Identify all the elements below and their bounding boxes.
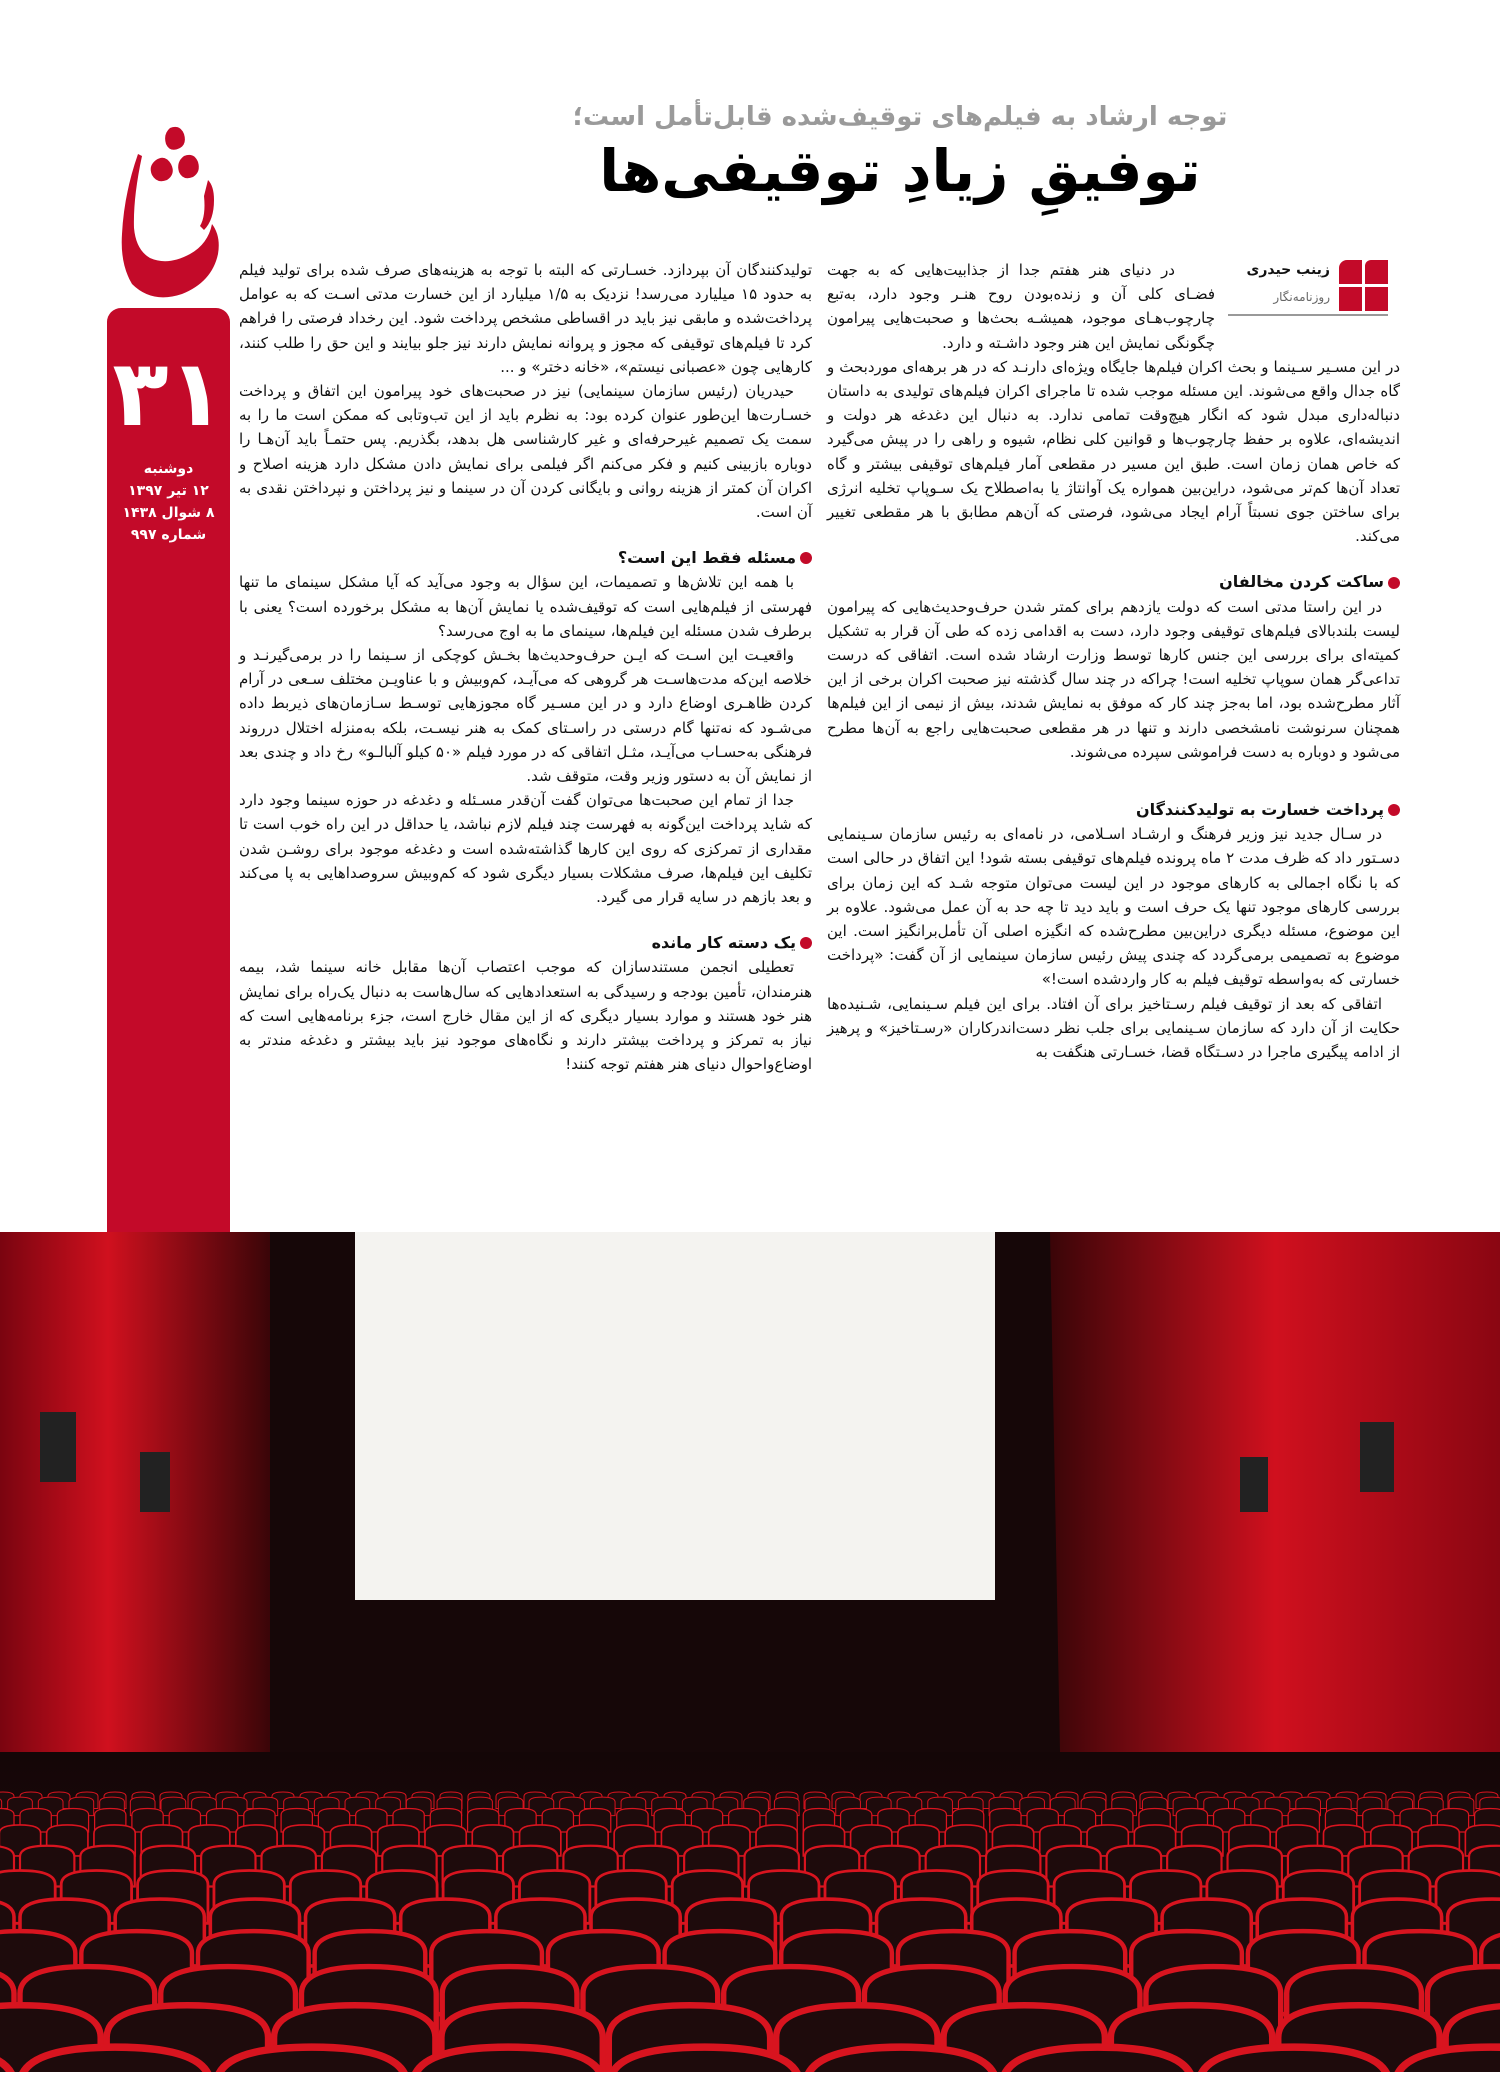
headline-title: توفیقِ زیادِ توقیفی‌ها: [599, 137, 1201, 205]
bullet-dot-icon: [800, 552, 812, 564]
body-paragraph: جدا از تمام این صحبت‌ها می‌توان گفت آن‌قدر مسـئله و دغدغه در حوزه سینما وجود دارد که شاید پرداخت این‌گونه به فهرست چند فیلم لازم نباشد، یا حداقل در این راه خوب است تا مقداری از تمرکزی که روی این کارها گذاشته‌شده است و دغدغه موجود برای روشـن شدن تکلیف این فیلم‌ها، صرف مشکلات بسیار دیگری شود که کم‌وبیش سروصداهایی به پا می‌کند و بعد بازهم در سایه قرار می گیرد.: [239, 791, 812, 907]
speaker-icon: [1240, 1457, 1268, 1512]
weekday: دوشنبه: [143, 461, 194, 477]
article-column-left: [239, 258, 812, 1077]
article-column-right: [827, 258, 1400, 1064]
speaker-icon: [40, 1412, 76, 1482]
headline-kicker: توجه ارشاد به فیلم‌های توقیف‌شده قابل‌تأمل است؛: [572, 102, 1228, 132]
body-paragraph: با همه این تلاش‌ها و تصمیمات، این سؤال به وجود می‌آید که آیا مشکل سینمای ما تنها فهرستی از فیلم‌هایی است که توقیف‌شده یا نمایش آن‌ها به مشکل برخورده است؟ یعنی با برطرف شدن مسئله این فیلم‌ها، سینمای ما به اوج می‌رسد؟: [239, 573, 812, 640]
speaker-icon: [140, 1452, 170, 1512]
author-role: روزنامه‌نگار: [1273, 290, 1330, 304]
subheading: یک دسته کار مانده: [239, 931, 812, 955]
subheading: ساکت کردن مخالفان: [827, 570, 1400, 594]
bullet-dot-icon: [1388, 577, 1400, 589]
subheading: مسئله فقط این است؟: [239, 546, 812, 570]
speaker-icon: [1360, 1422, 1394, 1492]
issue-number: شماره ۹۹۷: [130, 527, 207, 543]
cinema-hall-photo: [0, 1232, 1500, 2072]
body-paragraph: تولیدکنندگان آن بپردازد. خسـارتی که البته با توجه به هزینه‌های صرف شده برای تولید فیلم به حدود ۱۵ میلیارد می‌رسد! نزدیک به ۱/۵ میلیارد از این خسارت مدتی اسـت که به عوامل پرداخت‌شده و مابقی نیز باید در اقساطی مشخص پرداخت شود. این رخداد فرصتی را فراهم کرد تا فیلم‌های توقیفی که مجوز و پروانه نمایش دارند نیز جلو بیایند و این حق را طلب کنند، کارهایی چون «عصبانی نیستم»، «خانه دختر» و ...: [239, 261, 812, 376]
body-paragraph: تعطیلی انجمن مستندسازان که موجب اعتصاب آن‌ها مقابل خانه سینما شد، بیمه هنرمندان، تأمین بودجه و رسیدگی به استعدادهایی که سال‌هاست به دنبال یک‌راه برای نمایش هنر خود هستند و موارد بسیار دیگری که از این مقال خارج است، جزء برنامه‌هایی است که نیاز به تمرکز و پرداخت بیشتر دارند و نگاه‌های موجود نیز باید بیشتر و دغدغه مندتر به اوضاع‌واحوال دنیای هنر هفتم توجه کنند!: [239, 958, 812, 1074]
cinema-illustration: [0, 1232, 1500, 2072]
body-paragraph: در این راستا مدتی است که دولت یازدهم برای کمتر شدن حرف‌وحدیث‌هایی که پیرامون لیست بلندبالای فیلم‌های توقیفی وجود دارد، دست به اقدامی زده که طی آن قرار به تشکیل کمیته‌ای برای بررسی این جنس کارها توسط وزارت ارشاد شده است. اتفاقی که درست تداعی‌گر همان سوپاپ تخلیه است! چراکه در چند سال گذشته نیز صحبت اکران برخی از این آثار مطرح‌شده بود، اما به‌جز چند کار که موفق به نمایش شدند، بیش از نیمی از این فیلم‌ها همچنان سرنوشت نامشخصی دارند و تنها در هر مقطعی صحبت‌هایی راجع به آن‌ها مطرح می‌شود و دوباره به دست فراموشی سپرده می‌شوند.: [827, 597, 1400, 761]
issue-meta: [107, 458, 230, 546]
body-paragraph: حیدریان (رئیس سازمان سینمایی) نیز در صحبت‌های خود پیرامون این اتفاق و پرداخت خسـارت‌ها این‌طور عنوان کرده بود: به نظرم باید از این تب‌وتابی که ممکن است ما را به سمت یک تصمیم غیرحرفه‌ای و غیر کارشناسی هل بدهد، بگذریم. پس حتمـاً باید آن‌هـا را دوباره بازبینی کنیم و فکر می‌کنم اگر فیلمی برای نمایش دادن مشکل دارد هزینه اصلاح و اکران آن کمتر از هزینه روانی و بایگانی کردن آن در سینما و نیز پرداختن و نپرداختن نقدی به آن است.: [239, 382, 812, 522]
lead-paragraph: در دنیای هنر هفتم جدا از جذابیت‌هایی که به جهت فضـای کلی آن و زنده‌بودن روح هنـر وجود دارد، به‌تبع چارچوب‌هـای موجود، همیشـه بحث‌ها و صحبت‌هایی پیرامون چگونگی نمایش این هنر وجود داشـته و دارد.: [827, 261, 1215, 352]
bullet-dot-icon: [1388, 804, 1400, 816]
body-paragraph: در سـال جدید نیز وزیر فرهنگ و ارشـاد اسـلامی، در نامه‌ای به رئیس سازمان سـینمایی دسـتور داد که ظرف مدت ۲ ماه پرونده فیلم‌های توقیفی بسته شود! این اتفاق در حالی است که با نگاه اجمالی به کارهای موجود در این لیست می‌توان متوجه شـد که این زمان برای بررسی کارهای موجود تنها یک حرف است و باید دید تا چه حد به آن عمل می‌شود. علاوه بر این موضوع، مسئله دیگری دراین‌بین مطرح‌شده که انگیزه اصلی آن تأمل‌برانگیز است. این موضوع به تصمیمی برمی‌گردد که چندی پیش رئیس سازمان سینمایی از آن گفت: «پرداخت خسارتی که به‌واسطه توقیف فیلم به کار واردشده است!»: [827, 825, 1400, 989]
body-paragraph: در این مسـیر سـینما و بحث اکران فیلم‌ها جایگاه ویژه‌ای دارنـد که در هر برهه‌ای موردبحث و گاه جدال واقع می‌شوند. این مسئله موجب شده تا ماجرای اکران فیلم‌های تولیدی به داستان دنباله‌داری مبدل شود که انگار هیچ‌وقت تمامی ندارد. به دنبال این دغدغه هر دولت و اندیشه‌ای، علاوه بر حفظ چارچوب‌ها و قوانین کلی نظام، شیوه و راهی را در پیش می‌گیرد که خاص همان زمان است. طبق این مسیر در مقطعی آمار فیلم‌های توقیفی بیشتر و گاه تعداد آن‌ها کم‌تر می‌شود، دراین‌بین همواره یک آوانتاژ یا به‌اصطلاح یک سـوپاپ تخلیه انرژی برای ساختن جوی نسبتاً آرام ایجاد می‌شود، فرصتی که آن‌هم مطابق با هر مقطعی تغییر می‌کند.: [827, 357, 1400, 546]
author-name: زینب حیدری: [1246, 262, 1330, 278]
subheading: پرداخت خسارت به تولیدکنندگان: [827, 798, 1400, 822]
issue-info-bar: [107, 308, 230, 1238]
date-lunar: ۸ شوال ۱۴۳۸: [122, 505, 215, 521]
page-number: ۳۱: [112, 340, 225, 447]
body-paragraph: اتفاقی که بعد از توقیف فیلم رسـتاخیز برای آن افتاد. برای این فیلم سـینمایی، شـنیده‌ها حکایت از آن دارد که سازمان سـینمایی برای جلب نظر دست‌اندرکاران «رسـتاخیز» و پرهیز از ادامه پیگیری ماجرا در دسـتگاه قضا، خسـارتی هنگفت به: [827, 994, 1400, 1062]
body-paragraph: واقعیـت این اسـت که ایـن حرف‌وحدیث‌ها بخـش کوچکی از سـینما را در برمی‌گیرنـد و خلاصه این‌که مدت‌هاسـت هر گروهی که می‌آیـد، کم‌وبیش و با عناویـن مختلف سـعی در آرام کردن ظاهـری اوضاع دارد و در این مسـیر گاه مجوزهایی توسـط سـازمان‌های ذیربط داده می‌شـود که نه‌تنها گام درستی در راسـتای کمک به هنر نیسـت، بلکه به‌منزله اختلال درروند فرهنگی به‌حسـاب می‌آیـد، مثـل اتفاقی که در مورد فیلم «۵۰ کیلو آلبالـو» رخ داد و چندی بعد از نمایش آن به دستور وزیر وقت، متوقف شد.: [239, 646, 812, 786]
date-solar: ۱۲ تیر ۱۳۹۷: [128, 483, 209, 499]
cinema-screen: [355, 1232, 995, 1600]
bullet-dot-icon: [800, 937, 812, 949]
publication-logo: [108, 120, 228, 300]
